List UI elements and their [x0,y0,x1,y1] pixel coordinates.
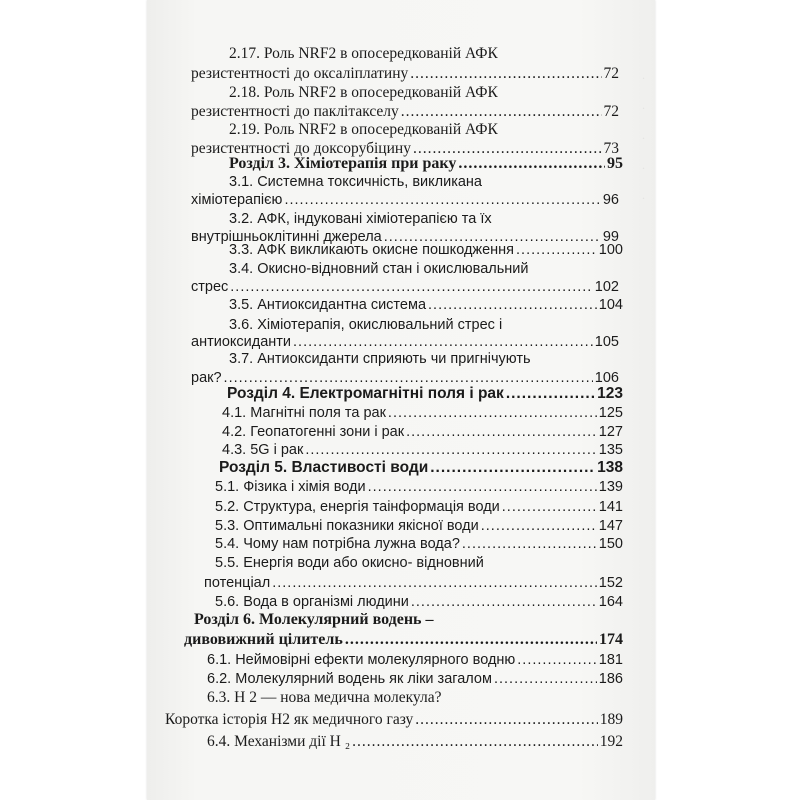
page-number: 96 [602,192,619,208]
dot-leader [410,65,601,83]
toc-entry-text: потенціал [204,575,271,591]
page-number: 150 [598,536,623,552]
dot-leader [368,478,597,496]
toc-entry-3-2-line1: 3.2. АФК, індуковані хіміотерапією та їх [229,211,492,227]
toc-entry-3-5 [229,296,623,314]
dot-leader [458,155,605,173]
toc-entry-3-6-line1: 3.6. Хіміотерапія, окислювальний стрес і [229,317,503,333]
dot-leader [352,733,598,751]
dot-leader [345,631,597,649]
page-number: 138 [597,459,623,476]
toc-entry-5-3 [215,517,623,535]
toc-entry-text: стрес [191,279,229,295]
toc-entry-text: 5.6. Вода в організмі людини [215,594,409,610]
page-number: 164 [598,594,623,610]
section-6-heading-line1: Розділ 6. Молекулярний водень – [194,611,434,628]
page-number: 125 [598,405,623,421]
page-number: 106 [594,370,619,386]
toc-entry-6-3-cont [165,711,623,729]
toc-entry-text: резистентності до доксорубіцину [191,140,411,157]
page-number: 123 [597,385,623,402]
toc-entry-2-18 [191,103,619,121]
toc-entry-text: 4.2. Геопатогенні зони і рак [222,424,405,440]
page-number: 127 [598,424,623,440]
page-number: 186 [598,671,623,687]
toc-entry-6-1 [207,651,623,669]
toc-entry-5-6 [215,593,623,611]
section-title: Розділ 3. Хіміотерапія при раку [229,155,457,172]
section-title: Розділ 4. Електромагнітні поля і рак [227,385,504,402]
toc-entry-3-1-line1: 3.1. Системна токсичність, викликана [229,174,482,190]
toc-entry-4-3 [222,441,623,459]
page-number: 72 [603,65,619,82]
toc-entry-3-1 [191,191,619,209]
page-number: 100 [598,242,623,258]
section-6-heading [184,631,623,649]
toc-entry-text: 3.5. Антиоксидантна система [229,297,427,313]
toc-entry-text: 5.1. Фізика і хімія води [215,479,366,495]
dot-leader [462,535,597,553]
dot-leader [502,498,597,516]
toc-entry-text: Коротка історія Н2 як медичного газу [165,711,414,728]
toc-entry-5-4 [215,535,623,553]
dot-leader [430,459,595,477]
page-number: 152 [598,575,623,591]
toc-entry-5-2 [215,498,623,516]
toc-entry-3-4 [191,278,619,296]
toc-entry-text: антиоксиданти [191,334,292,350]
dot-leader [305,441,596,459]
book-page [147,0,655,800]
toc-entry-text: 4.3. 5G і рак [222,442,304,458]
page-number: 135 [598,442,623,458]
page-number: 192 [599,733,623,750]
toc-entry-3-4-line1: 3.4. Окисно-відновний стан і окислювальний [229,261,529,277]
page-number: 141 [598,499,623,515]
toc-entry-6-3: 6.3. Н 2 — нова медична молекула? [207,689,442,706]
toc-entry-4-2 [222,423,623,441]
toc-entry-text: 5.4. Чому нам потрібна лужна вода? [215,536,460,552]
toc-entry-4-1 [222,404,623,422]
toc-entry-text: внутрішньоклітинні джерела [191,229,382,245]
page-number: 102 [594,279,619,295]
toc-entry-5-1 [215,478,623,496]
toc-entry-3-3 [229,241,623,259]
dot-leader [494,670,597,688]
bleed-through-text: . . . . . [642,68,645,202]
toc-entry-2-18-line1: 2.18. Роль NRF2 в опосередкованій АФК [229,84,498,101]
dot-leader [481,517,597,535]
toc-entry-text: 3.3. АФК викликають окисне пошкодження [229,242,515,258]
toc-entry-2-17-line1: 2.17. Роль NRF2 в опосередкованій АФК [229,45,498,62]
dot-leader [428,296,597,314]
page-number: 147 [598,518,623,534]
dot-leader [401,103,602,121]
page-number: 181 [598,652,623,668]
toc-entry-6-2 [207,670,623,688]
toc-entry-5-5 [204,574,623,592]
section-5-heading [219,459,623,477]
toc-entry-text: резистентності до паклітакселу [191,103,399,120]
dot-leader [516,241,597,259]
dot-leader [388,404,597,422]
toc-entry-text: 6.4. Механізми дії Н ₂ [207,733,351,750]
page-number: 174 [599,631,623,648]
toc-entry-text: рак? [191,370,222,386]
dot-leader [406,423,597,441]
dot-leader [272,574,597,592]
toc-entry-5-5-line1: 5.5. Енергія води або окисно- відновний [215,555,484,571]
toc-entry-6-4 [207,733,623,751]
page-number: 104 [598,297,623,313]
page-number: 95 [607,155,623,172]
toc-entry-text: хіміотерапією [191,192,283,208]
toc-entry-text: 5.3. Оптимальні показники якісної води [215,518,479,534]
section-4-heading [227,385,623,403]
page-number: 139 [598,479,623,495]
toc-entry-3-6 [191,333,619,351]
page-number: 189 [599,711,623,728]
dot-leader [415,711,598,729]
toc-entry-text: 6.2. Молекулярний водень як ліки загалом [207,671,492,687]
section-3-heading [229,155,623,173]
toc-entry-text: 4.1. Магнітні поля та рак [222,405,386,421]
dot-leader [293,333,593,351]
toc-entry-2-19-line1: 2.19. Роль NRF2 в опосередкованій АФК [229,121,498,138]
dot-leader [230,278,593,296]
page-number: 105 [594,334,619,350]
dot-leader [411,593,597,611]
section-title: Розділ 5. Властивості води [219,459,429,476]
toc-entry-text: резистентності до оксаліплатину [191,65,409,82]
toc-entry-2-17 [191,65,619,83]
dot-leader [506,385,595,403]
page-number: 73 [603,140,619,157]
section-title: дивовижний цілитель [184,631,343,648]
toc-entry-text: 6.1. Неймовірні ефекти молекулярного водню [207,652,516,668]
table-of-contents [147,0,655,800]
dot-leader [517,651,597,669]
toc-entry-text: 5.2. Структура, енергія таінформація води [215,499,500,515]
page-number: 72 [603,103,619,120]
page-number: 99 [602,229,619,245]
dot-leader [284,191,600,209]
toc-entry-3-7-line1: 3.7. Антиоксиданти сприяють чи пригнічують [229,351,531,367]
